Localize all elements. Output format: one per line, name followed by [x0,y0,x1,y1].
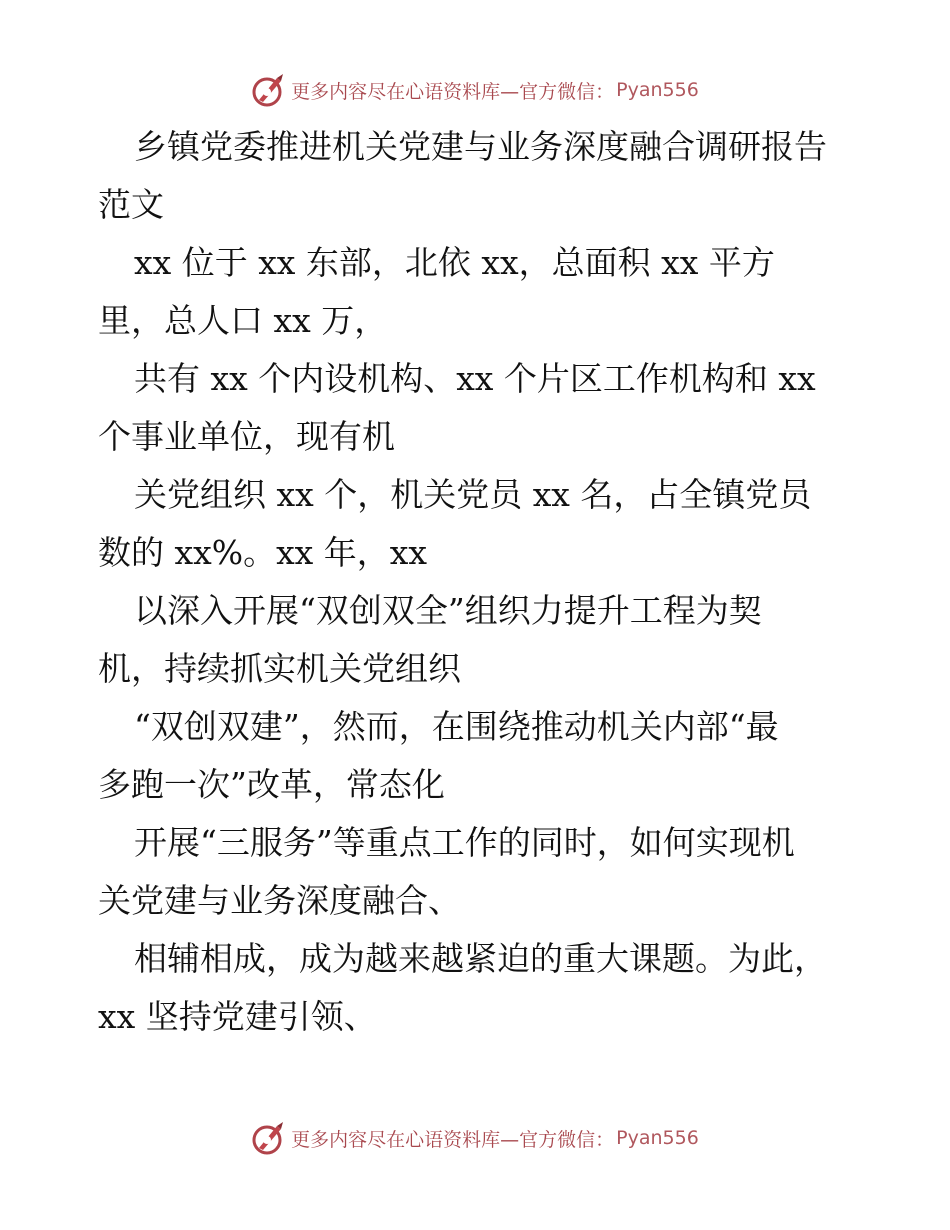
doc-line: 乡镇党委推进机关党建与业务深度融合调研报告 [134,127,827,166]
quill-pen-logo-icon [251,72,287,108]
doc-line: 多跑一次”改革，常态化 [98,765,445,804]
doc-line: 个事业单位，现有机 [98,417,395,456]
doc-line: 机，持续抓实机关党组织 [98,649,461,688]
doc-line: 里，总人口 xx 万， [98,301,388,340]
footer-banner-text: 更多内容尽在心语资料库—官方微信： [291,1128,615,1151]
doc-line: xx 位于 xx 东部，北依 xx，总面积 xx 平方 [134,243,775,282]
header-wechat-id: Pyan556 [616,79,699,101]
doc-line: 关党建与业务深度融合、 [98,881,461,920]
doc-line: 共有 xx 个内设机构、xx 个片区工作机构和 xx [134,359,816,398]
doc-line: 范文 [98,185,164,224]
footer-banner [0,1118,950,1158]
doc-line: 数的 xx%。xx 年，xx [98,533,428,572]
footer-wechat-id: Pyan556 [616,1127,699,1149]
header-banner [0,70,950,110]
document-body [98,118,858,1046]
doc-line: 开展“三服务”等重点工作的同时，如何实现机 [134,823,795,862]
doc-line: 以深入开展“双创双全”组织力提升工程为契 [134,591,762,630]
header-banner-text: 更多内容尽在心语资料库—官方微信： [291,80,615,103]
doc-line: 关党组织 xx 个，机关党员 xx 名，占全镇党员 [134,475,812,514]
doc-line: 相辅相成，成为越来越紧迫的重大课题。为此， [134,939,827,978]
doc-line: xx 坚持党建引领、 [98,997,377,1036]
doc-line: “双创双建”，然而，在围绕推动机关内部“最 [134,707,779,746]
quill-pen-logo-icon [251,1120,287,1156]
